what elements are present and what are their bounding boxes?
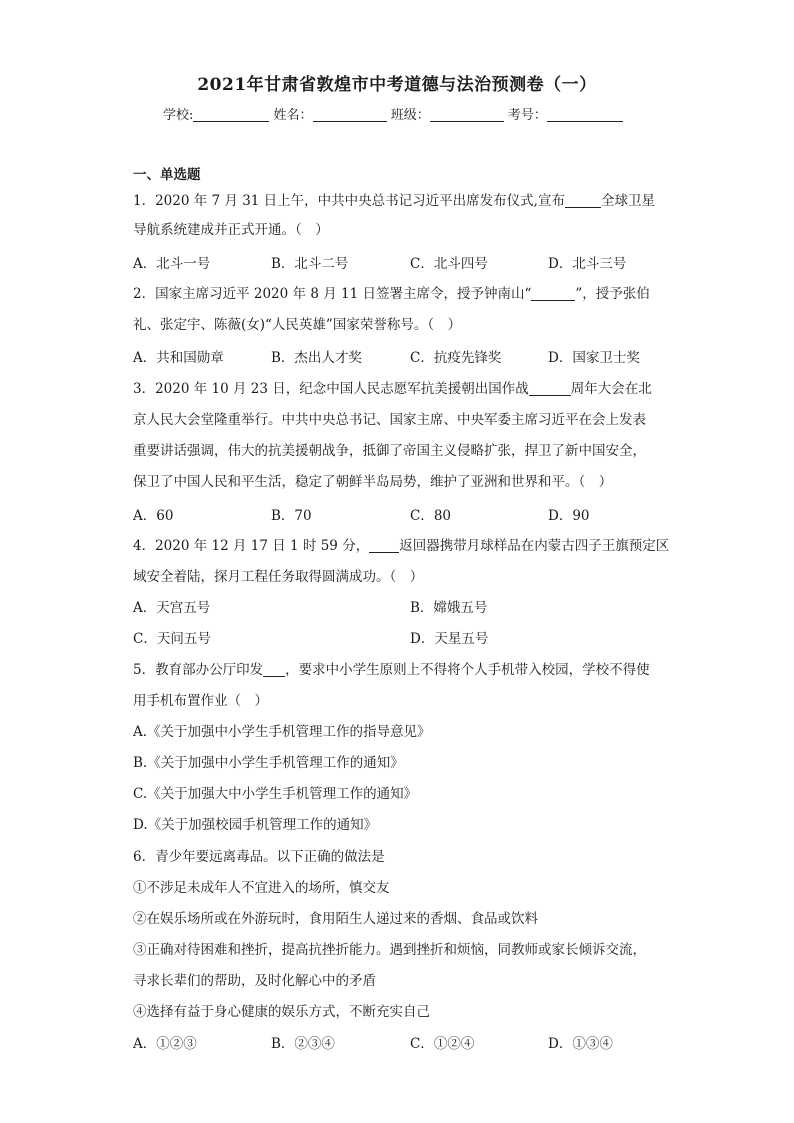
question-4-option-c: C．天问五号 — [133, 631, 211, 647]
question-1-option-b: B．北斗二号 — [271, 256, 349, 272]
question-2-line-2: 礼、张定宇、陈薇(女)“人民英雄”国家荣誉称号。（ ） — [133, 317, 462, 333]
question-1-option-d: D．北斗三号 — [548, 256, 627, 272]
question-4-line-1: 4．2020 年 12 月 17 日 1 时 59 分， 返回器携带月球样品在内蒙古四子王旗预定区 — [133, 538, 670, 554]
question-5-line-1: 5．教育部办公厅印发 ，要求中小学生原则上不得将个人手机带入校园，学校不得使 — [133, 662, 650, 678]
question-2-blank — [531, 286, 575, 301]
question-6-option-a: A．①②③ — [133, 1036, 197, 1052]
question-6-statement-1: ①不涉足未成年人不宜进入的场所，慎交友 — [133, 880, 390, 896]
question-3-option-d: D．90 — [548, 508, 590, 524]
question-1-blank — [565, 193, 601, 208]
school-blank[interactable] — [193, 107, 269, 122]
question-3-line-3: 重要讲话强调，伟大的抗美援朝战争，抵御了帝国主义侵略扩张，捍卫了新中国安全， — [133, 443, 646, 459]
question-3-option-c: C．80 — [410, 508, 452, 524]
question-1-option-c: C．北斗四号 — [410, 256, 488, 272]
section-heading: 一、单选题 — [133, 167, 201, 183]
question-4-option-d: D．天星五号 — [410, 631, 489, 647]
question-4-line-2: 域安全着陆，探月工程任务取得圆满成功。（ ） — [133, 569, 424, 585]
question-4-option-a: A．天宫五号 — [133, 600, 211, 616]
school-label: 学校: — [163, 108, 194, 123]
class-label: 班级： — [390, 108, 430, 123]
question-3-option-b: B．70 — [271, 508, 312, 524]
question-1-line-2: 导航系统建成并正式开通。（ ） — [133, 222, 329, 238]
question-6-statement-3-cont: 寻求长辈们的帮助，及时化解心中的矛盾 — [133, 973, 376, 989]
question-6-option-c: C．①②④ — [410, 1036, 475, 1052]
question-3-line-1: 3．2020 年 10 月 23 日，纪念中国人民志愿军抗美援朝出国作战 周年大会在北 — [133, 381, 652, 397]
question-2-line-1: 2．国家主席习近平 2020 年 8 月 11 日签署主席令，授予钟南山“ ”，授予张伯 — [133, 286, 650, 302]
class-blank[interactable] — [430, 107, 504, 122]
question-5-blank — [263, 662, 285, 677]
question-3-line-2: 京人民大会堂隆重举行。中共中央总书记、国家主席、中央军委主席习近平在会上发表 — [133, 412, 646, 428]
question-2-option-a: A．共和国勋章 — [133, 350, 224, 366]
question-5-option-b: B.《关于加强中小学生手机管理工作的通知》 — [133, 755, 404, 771]
question-4-option-b: B．嫦娥五号 — [410, 600, 488, 616]
question-5-option-c: C.《关于加强大中小学生手机管理工作的通知》 — [133, 786, 418, 802]
student-info-row — [163, 104, 623, 123]
question-2-option-d: D．国家卫士奖 — [548, 350, 640, 366]
question-2-option-c: C．抗疫先锋奖 — [410, 350, 502, 366]
question-5-line-2: 用手机布置作业（ ） — [133, 693, 268, 709]
name-blank[interactable] — [313, 107, 387, 122]
question-5-option-a: A.《关于加强中小学生手机管理工作的指导意见》 — [133, 724, 431, 740]
question-5-option-d: D.《关于加强校园手机管理工作的通知》 — [133, 817, 378, 833]
question-6-statement-3: ③正确对待困难和挫折，提高抗挫折能力。遇到挫折和烦恼，同教师或家长倾诉交流， — [133, 942, 646, 958]
question-6-option-d: D．①③④ — [548, 1036, 613, 1052]
question-3-option-a: A．60 — [133, 508, 174, 524]
name-label: 姓名： — [273, 108, 313, 123]
exam-no-blank[interactable] — [547, 107, 623, 122]
question-3-line-4: 保卫了中国人民和平生活，稳定了朝鲜半岛局势，维护了亚洲和世界和平。（ ） — [133, 474, 613, 490]
question-6-statement-2: ②在娱乐场所或在外游玩时，食用陌生人递过来的香烟、食品或饮料 — [133, 911, 538, 927]
question-2-option-b: B．杰出人才奖 — [271, 350, 362, 366]
question-6-statement-4: ④选择有益于身心健康的娱乐方式，不断充实自己 — [133, 1004, 430, 1020]
question-1-line-1: 1．2020 年 7 月 31 日上午，中共中央总书记习近平出席发布仪式,宣布 全球卫星 — [133, 193, 655, 209]
exam-no-label: 考号： — [507, 108, 547, 123]
question-6-line-1: 6．青少年要远离毒品。以下正确的做法是 — [133, 849, 385, 865]
question-4-blank — [369, 538, 399, 553]
question-1-option-a: A．北斗一号 — [133, 256, 211, 272]
question-3-blank — [529, 381, 571, 396]
question-6-option-b: B．②③④ — [271, 1036, 335, 1052]
exam-title: 2021年甘肃省敦煌市中考道德与法治预测卷（一） — [197, 75, 597, 95]
